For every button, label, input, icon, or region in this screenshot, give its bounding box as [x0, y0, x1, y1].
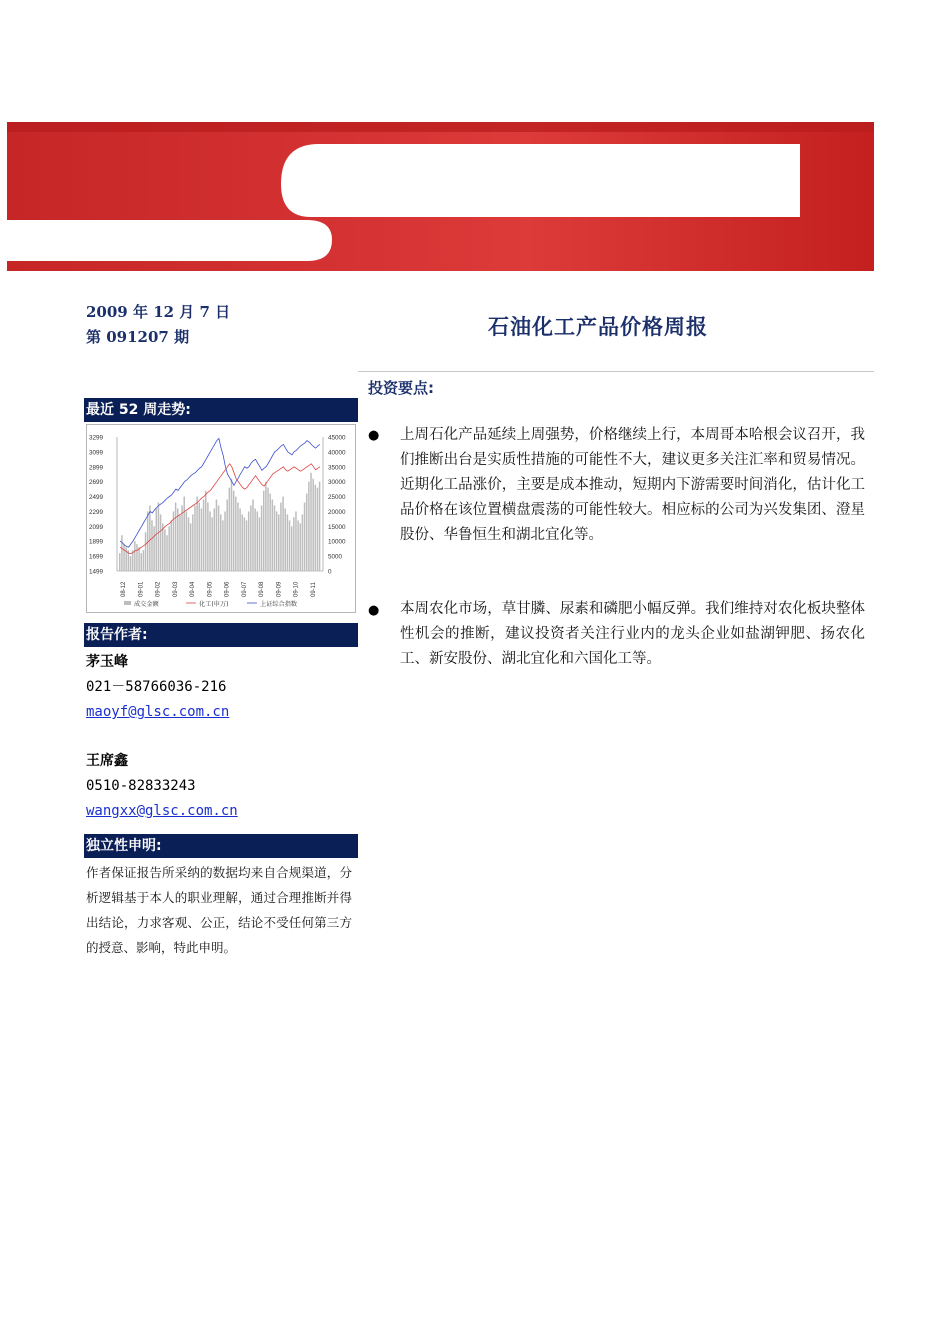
key-point-paragraph: 本周农化市场，草甘膦、尿素和磷肥小幅反弹。我们维持对农化板块整体性机会的推断，建议投资者关注行业内的龙头企业如盐湖钾肥、扬农化工、新安股份、湖北宜化和六国化工等。 [400, 601, 865, 667]
author-email-link[interactable]: maoyf@glsc.com.cn [86, 704, 230, 720]
key-points-label: 投资要点: [368, 379, 434, 397]
x-tick-label: 09-10 [293, 581, 300, 597]
volume-bar [199, 503, 201, 571]
volume-bar [220, 514, 222, 571]
volume-bar [310, 473, 312, 571]
volume-bar [229, 488, 231, 571]
report-date: 2009 年 12 月 7 日 [86, 303, 231, 321]
volume-bar [214, 508, 216, 571]
legend-label: 化工(申万) [199, 601, 229, 608]
volume-bar [237, 503, 239, 571]
x-tick-label: 09-09 [276, 581, 283, 597]
key-point-paragraph: 上周石化产品延续上周强势，价格继续上行，本周哥本哈根会议召开，我们推断出台是实质性措施的可能性不大，建议更多关注汇率和贸易情况。近期化工品涨价，主要是成本推动，短期内下游需要时间消化，估计化工品价格在该位置横盘震荡的可能性较大。相应标的公司为兴发集团、澄星股份、华鲁恒生和湖北宜化等。 [400, 427, 865, 543]
volume-bar [211, 517, 213, 571]
volume-bar [289, 520, 291, 571]
volume-bar [194, 505, 196, 571]
volume-bar [119, 553, 121, 571]
trend-label: 最近 52 周走势: [86, 402, 191, 418]
author-1 [86, 650, 229, 725]
volume-bar [252, 500, 254, 571]
volume-bar [166, 535, 168, 571]
volume-bar [222, 520, 224, 571]
volume-bar [136, 544, 138, 571]
volume-bar [151, 520, 153, 571]
y-left-tick-label: 2899 [89, 464, 104, 472]
y-right-tick-label: 0 [328, 568, 332, 576]
volume-bar [143, 550, 145, 571]
volume-bar [295, 511, 297, 571]
header-banner [7, 122, 874, 271]
volume-bar [239, 508, 241, 571]
author-2 [86, 749, 238, 824]
y-left-tick-label: 1699 [89, 553, 104, 561]
trend-header [84, 398, 358, 422]
volume-bar [274, 505, 276, 571]
bullet-icon: ● [368, 603, 380, 618]
volume-bar [259, 517, 261, 571]
volume-bar [171, 520, 173, 571]
volume-bar [308, 482, 310, 571]
volume-bar [276, 511, 278, 571]
y-right-tick-label: 35000 [328, 464, 346, 472]
x-tick-label: 09-01 [138, 581, 145, 597]
y-right-tick-label: 30000 [328, 479, 346, 487]
volume-bar [241, 514, 243, 571]
volume-bar [272, 500, 274, 571]
volume-bar [168, 526, 170, 571]
y-right-tick-label: 20000 [328, 508, 346, 516]
volume-bar [267, 488, 269, 571]
legend-label: 成交金额 [134, 601, 159, 608]
statement-header [84, 834, 358, 858]
volume-bar [233, 491, 235, 571]
volume-bar [181, 505, 183, 571]
volume-bar [177, 508, 179, 571]
x-tick-label: 09-08 [259, 581, 266, 597]
volume-bar [254, 508, 256, 571]
volume-bar [196, 497, 198, 571]
volume-bar [203, 500, 205, 571]
volume-bar [140, 553, 142, 571]
volume-bar [235, 497, 237, 571]
volume-bar [315, 485, 317, 571]
y-right-tick-label: 25000 [328, 494, 346, 502]
key-points-header [358, 371, 874, 400]
x-tick-label: 09-11 [311, 582, 317, 597]
author-name: 王席鑫 [86, 753, 128, 769]
volume-bar [265, 482, 267, 571]
y-right-tick-label: 45000 [328, 434, 346, 442]
volume-bar [207, 503, 209, 571]
volume-bar [304, 503, 306, 571]
volume-bar [162, 523, 164, 571]
volume-bar [149, 505, 151, 571]
statement-text: 作者保证报告所采纳的数据均来自合规渠道，分析逻辑基于本人的职业理解，通过合理推断并得出结论，力求客观、公正，结论不受任何第三方的授意、影响，特此申明。 [86, 865, 352, 955]
y-right-tick-label: 15000 [328, 523, 346, 531]
y-left-tick-label: 2099 [89, 523, 104, 531]
legend-label: 上证综合指数 [260, 601, 298, 608]
y-right-tick-label: 10000 [328, 538, 346, 546]
volume-bar [192, 514, 194, 571]
volume-bar [205, 491, 207, 571]
x-tick-label: 09-07 [241, 581, 248, 597]
volume-bar [224, 511, 226, 571]
volume-bar [246, 520, 248, 571]
volume-bar [209, 511, 211, 571]
volume-bar [179, 514, 181, 571]
trend-chart [86, 424, 356, 613]
y-right-tick-label: 40000 [328, 449, 346, 457]
volume-bar [257, 511, 259, 571]
volume-bar [156, 508, 158, 571]
volume-bar [173, 511, 175, 571]
volume-bar [312, 479, 314, 571]
volume-bar [138, 547, 140, 571]
volume-bar [188, 517, 190, 571]
volume-bar [186, 511, 188, 571]
y-left-tick-label: 1899 [89, 538, 104, 546]
volume-bar [123, 544, 125, 571]
volume-bar [306, 494, 308, 571]
volume-bar [282, 497, 284, 571]
banner-graphic [7, 122, 874, 271]
volume-bar [226, 500, 228, 571]
y-left-tick-label: 3299 [89, 434, 104, 442]
volume-bar [317, 488, 319, 571]
volume-bar [278, 514, 280, 571]
volume-bar [319, 482, 321, 571]
volume-bar [134, 541, 136, 571]
volume-bar [244, 517, 246, 571]
volume-bar [158, 503, 160, 571]
volume-bar [248, 511, 250, 571]
volume-bar [280, 503, 282, 571]
volume-bar [300, 523, 302, 571]
volume-bar [218, 505, 220, 571]
volume-bar [269, 494, 271, 571]
y-right-tick-label: 5000 [328, 553, 343, 561]
legend-swatch [124, 601, 131, 605]
volume-bar [183, 497, 185, 571]
y-left-tick-label: 1499 [89, 568, 104, 576]
volume-bar [261, 505, 263, 571]
y-left-tick-label: 2699 [89, 479, 104, 487]
volume-bar [153, 526, 155, 571]
x-tick-label: 09-05 [207, 581, 214, 597]
issue-number: 第 091207 期 [86, 328, 190, 346]
y-left-tick-label: 2499 [89, 494, 104, 502]
y-left-tick-label: 2299 [89, 508, 104, 516]
x-tick-label: 09-04 [190, 581, 197, 597]
report-title: 石油化工产品价格周报 [488, 315, 708, 339]
volume-bar [145, 532, 147, 571]
volume-bar [190, 523, 192, 571]
bullet-icon: ● [368, 428, 380, 443]
volume-bar [231, 479, 233, 571]
volume-bar [164, 529, 166, 571]
volume-bar [130, 556, 132, 571]
volume-bar [291, 526, 293, 571]
volume-bar [121, 535, 123, 571]
y-left-tick-label: 3099 [89, 449, 104, 457]
authors-label: 报告作者: [86, 627, 148, 643]
volume-bar [250, 505, 252, 571]
volume-bar [287, 514, 289, 571]
volume-bar [263, 491, 265, 571]
author-email-link[interactable]: wangxx@glsc.com.cn [86, 803, 238, 819]
x-tick-label: 09-03 [172, 581, 179, 597]
author-phone: 0510-82833243 [86, 778, 196, 794]
volume-bar [175, 503, 177, 571]
volume-bar [201, 508, 203, 571]
date-issue-block [86, 300, 230, 350]
author-phone: 021－58766036-216 [86, 679, 227, 695]
authors-header [84, 623, 358, 647]
volume-bar [293, 517, 295, 571]
volume-bar [284, 508, 286, 571]
x-tick-label: 09-02 [155, 581, 162, 597]
trend-chart-svg [87, 425, 355, 612]
volume-bar [160, 514, 162, 571]
author-name: 茅玉峰 [86, 654, 128, 670]
volume-bar [216, 500, 218, 571]
statement-label: 独立性申明: [86, 838, 162, 854]
x-tick-label: 08-12 [121, 581, 127, 597]
x-tick-label: 09-06 [224, 581, 231, 597]
volume-bar [302, 514, 304, 571]
volume-bar [297, 520, 299, 571]
